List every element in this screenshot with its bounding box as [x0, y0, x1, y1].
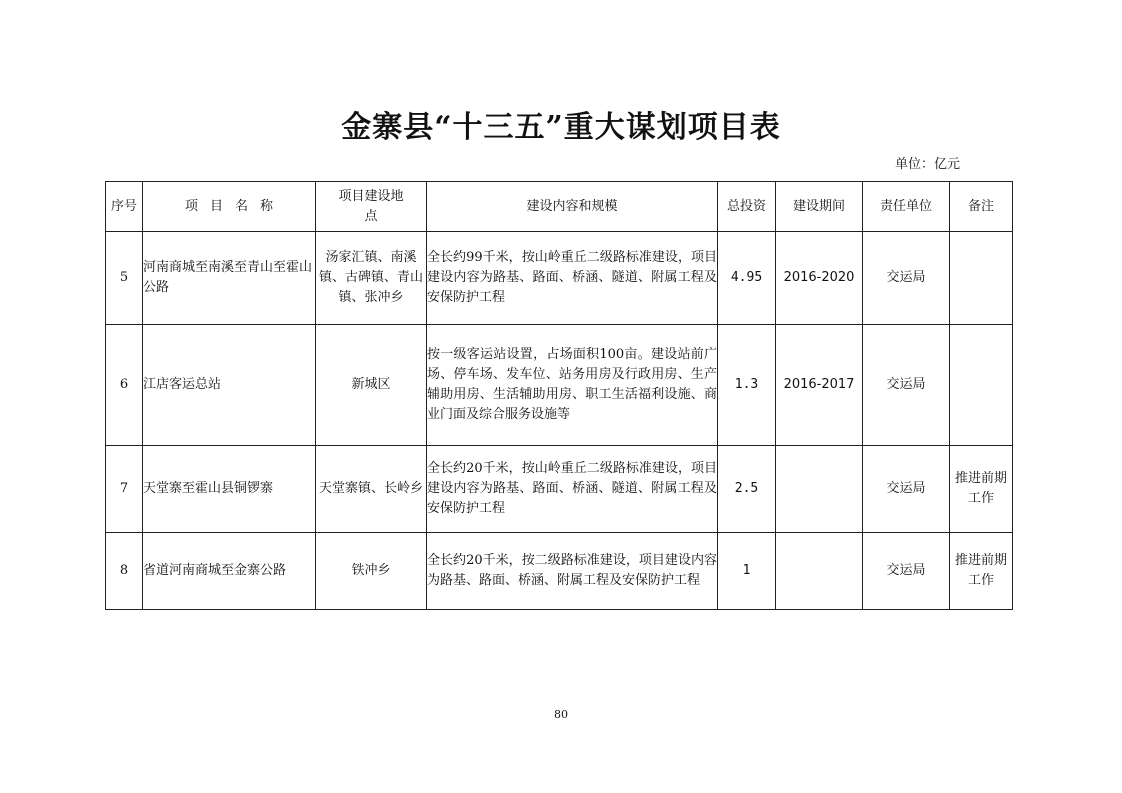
cell-period: 2016-2020: [776, 232, 863, 325]
cell-location: 铁冲乡: [316, 533, 427, 610]
unit-label: 单位：亿元: [894, 157, 960, 172]
table-row: [106, 533, 1013, 610]
cell-period: [776, 533, 863, 610]
cell-location: 天堂寨镇、长岭乡: [316, 446, 427, 533]
header-period: 建设期间: [776, 182, 863, 232]
cell-name: 河南商城至南溪至青山至霍山公路: [143, 232, 316, 325]
table-row: [106, 446, 1013, 533]
page-number: 80: [554, 708, 568, 721]
cell-period: [776, 446, 863, 533]
header-location: 项目建设地点: [316, 182, 427, 232]
table-row: [106, 232, 1013, 325]
header-row: [106, 182, 1013, 232]
cell-seq: 6: [106, 325, 143, 446]
cell-content: 全长约20千米，按二级路标准建设，项目建设内容为路基、路面、桥涵、附属工程及安保防护工程: [427, 533, 718, 610]
cell-unit: 交运局: [863, 325, 950, 446]
header-content: 建设内容和规模: [427, 182, 718, 232]
cell-seq: 5: [106, 232, 143, 325]
cell-investment: 4.95: [718, 232, 776, 325]
document-title: 金寨县“十三五”重大谋划项目表: [341, 110, 781, 145]
cell-investment: 1.3: [718, 325, 776, 446]
cell-content: 按一级客运站设置，占场面积100亩。建设站前广场、停车场、发车位、站务用房及行政用房、生产辅助用房、生活辅助用房、职工生活福利设施、商业门面及综合服务设施等: [427, 325, 718, 446]
cell-remark: [950, 325, 1013, 446]
cell-period: 2016-2017: [776, 325, 863, 446]
cell-name: 江店客运总站: [143, 325, 316, 446]
table-row: [106, 325, 1013, 446]
cell-name: 天堂寨至霍山县铜锣寨: [143, 446, 316, 533]
cell-remark: 推进前期工作: [950, 446, 1013, 533]
cell-remark: [950, 232, 1013, 325]
cell-investment: 2.5: [718, 446, 776, 533]
cell-name: 省道河南商城至金寨公路: [143, 533, 316, 610]
header-investment: 总投资: [718, 182, 776, 232]
cell-remark: 推进前期工作: [950, 533, 1013, 610]
header-remark: 备注: [950, 182, 1013, 232]
cell-unit: 交运局: [863, 232, 950, 325]
header-name: 项目名称: [143, 182, 316, 232]
cell-location: 汤家汇镇、南溪镇、古碑镇、青山镇、张冲乡: [316, 232, 427, 325]
cell-seq: 8: [106, 533, 143, 610]
cell-content: 全长约99千米，按山岭重丘二级路标准建设，项目建设内容为路基、路面、桥涵、隧道、附属工程及安保防护工程: [427, 232, 718, 325]
header-seq: 序号: [106, 182, 143, 232]
cell-seq: 7: [106, 446, 143, 533]
cell-unit: 交运局: [863, 533, 950, 610]
cell-location: 新城区: [316, 325, 427, 446]
cell-investment: 1: [718, 533, 776, 610]
projects-table: [105, 181, 1013, 610]
cell-content: 全长约20千米，按山岭重丘二级路标准建设，项目建设内容为路基、路面、桥涵、隧道、附属工程及安保防护工程: [427, 446, 718, 533]
header-unit: 责任单位: [863, 182, 950, 232]
cell-unit: 交运局: [863, 446, 950, 533]
